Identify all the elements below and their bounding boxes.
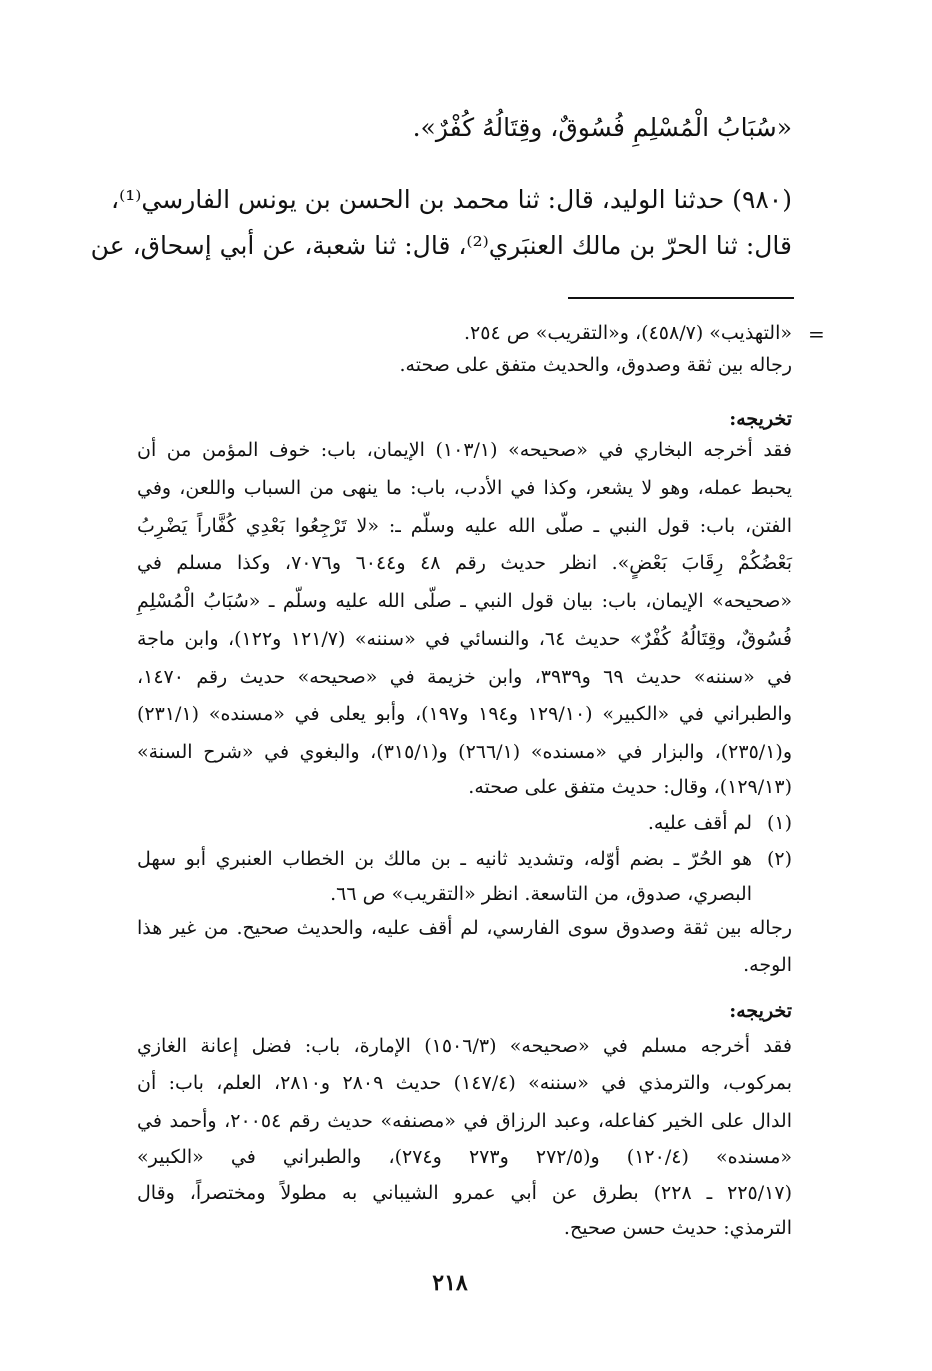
takhrij-line: بمركوب، والترمذي في «سننه» (١٤٧/٤) حديث ٢٨٠٩ و٢٨١٠، العلم، باب: أن bbox=[137, 1072, 792, 1094]
footnote-text: لم أقف عليه. bbox=[647, 812, 752, 834]
takhrij-line: في «سننه» حديث ٦٩ و٣٩٣٩، وابن خزيمة في «صحيحه» حديث رقم ١٤٧٠، bbox=[137, 666, 792, 688]
takhrij-line: «صحيحه» الإيمان، باب: بيان قول النبي ـ صلّى الله عليه وسلّم ـ «سُبَابُ الْمُسْلِمِ bbox=[137, 590, 792, 612]
takhrij-line: يحبط عمله، وهو لا يشعر، وكذا في الأدب، باب: ما ينهى من السباب واللعن، وفي bbox=[137, 477, 792, 499]
continuation-mark: = bbox=[808, 322, 825, 346]
hadith-text: «سُبَابُ الْمُسْلِمِ فُسُوقٌ، وقِتَالُهُ كُفْرٌ». bbox=[412, 113, 792, 142]
footnote-text: البصري، صدوق، من التاسعة. انظر «التقريب» ص ٦٦. bbox=[330, 883, 752, 905]
takhrij-heading: تخريجه: bbox=[729, 408, 792, 430]
takhrij-line: فُسُوقٌ، وقِتَالُهُ كُفْرٌ» حديث ٦٤، والنسائي في «سننه» (١٢١/٧ و١٢٢)، وابن ماجة bbox=[137, 628, 792, 650]
page-number: ٢١٨ bbox=[432, 1270, 468, 1296]
footnote-note: الوجه. bbox=[743, 954, 792, 976]
takhrij-heading: تخريجه: bbox=[729, 1000, 792, 1022]
footnote-cont-line: «التهذيب» (٤٥٨/٧)، و«التقريب» ص ٢٥٤. bbox=[464, 322, 792, 344]
takhrij-line: و(٢٣٥/١)، والبزار في «مسنده» (٢٦٦/١) و(٣١٥/١)، والبغوي في «شرح السنة» bbox=[137, 741, 792, 763]
takhrij-line: الدال على الخير كفاعله، وعبد الرزاق في «مصنفه» حديث رقم ٢٠٠٥٤، وأحمد في bbox=[137, 1110, 792, 1132]
footnote-number: (٢) bbox=[766, 848, 792, 870]
takhrij-line: (١٢٩/١٣)، وقال: حديث متفق على صحته. bbox=[468, 776, 792, 798]
takhrij-line: الترمذي: حديث حسن صحيح. bbox=[563, 1217, 792, 1239]
isnad-line-2: قال: ثنا الحرّ بن مالك العنبَري⁽²⁾، قال: ثنا شعبة، عن أبي إسحاق، عن bbox=[90, 231, 792, 260]
takhrij-line: بَعْضُكُمْ رِقَابَ بَعْضٍ». انظر حديث رقم ٤٨ و٦٠٤٤ و٧٠٧٦، وكذا مسلم في bbox=[137, 552, 793, 574]
takhrij-line: والطبراني في «الكبير» (١٢٩/١٠ و١٩٤ و١٩٧)، وأبو يعلى في «مسنده» (٢٣١/١) bbox=[137, 703, 793, 725]
footnote-number: (١) bbox=[766, 812, 792, 834]
isnad-line-1: (٩٨٠) حدثنا الوليد، قال: ثنا محمد بن الحسن بن يونس الفارسي⁽¹⁾، bbox=[111, 185, 792, 214]
footnote-separator bbox=[568, 297, 794, 299]
takhrij-line: فقد أخرجه البخاري في «صحيحه» (١٠٣/١) الإيمان، باب: خوف المؤمن من أن bbox=[137, 439, 792, 461]
footnote-cont-line: رجاله بين ثقة وصدوق، والحديث متفق على صحته. bbox=[399, 354, 792, 376]
takhrij-line: الفتن، باب: قول النبي ـ صلّى الله عليه وسلّم ـ: «لا تَرْجِعُوا بَعْدِي كُفَّاراً يَضْرِبُ bbox=[137, 515, 792, 537]
takhrij-line: (٢٢٥/١٧ ـ ٢٢٨) بطرق عن أبي عمرو الشيباني به مطولاً ومختصراً، وقال bbox=[137, 1182, 792, 1204]
takhrij-line: «مسنده» (١٢٠/٤) و(٢٧٢/٥ و٢٧٣ و٢٧٤)، والطبراني في «الكبير» bbox=[137, 1146, 793, 1168]
footnote-note: رجاله بين ثقة وصدوق سوى الفارسي، لم أقف عليه، والحديث صحيح. من غير هذا bbox=[137, 917, 792, 939]
takhrij-line: فقد أخرجه مسلم في «صحيحه» (١٥٠٦/٣) الإمارة، باب: فضل إعانة الغازي bbox=[137, 1035, 792, 1057]
footnote-text: هو الحُرّ ـ بضم أوّله، وتشديد ثانيه ـ بن مالك بن الخطاب العنبري أبو سهل bbox=[137, 848, 752, 870]
